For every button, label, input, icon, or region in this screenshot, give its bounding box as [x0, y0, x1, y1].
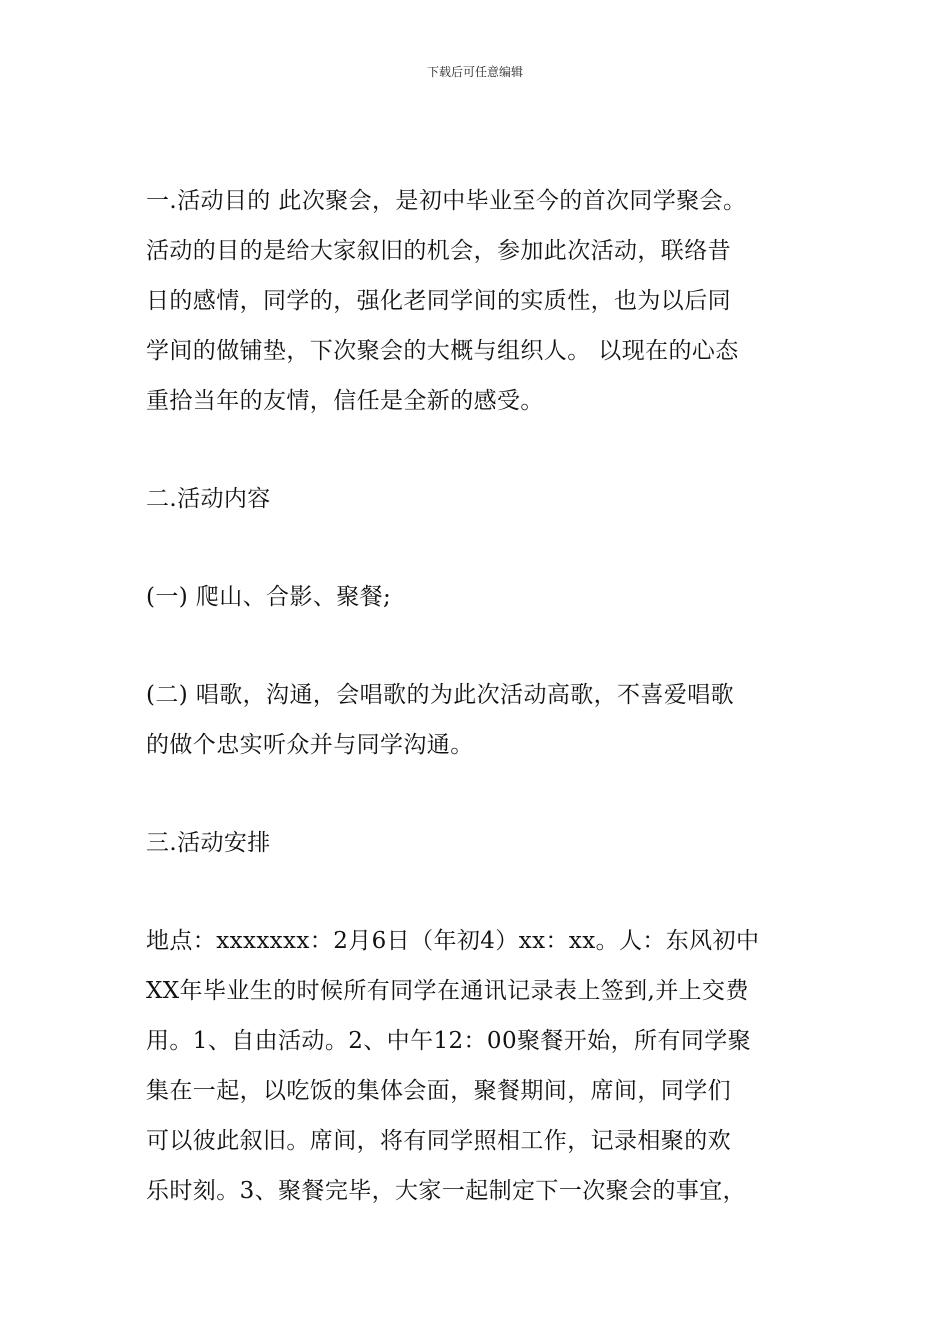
text-line: 集在一起，以吃饭的集体会面，聚餐期间，席间，同学们 [146, 1078, 731, 1104]
page-header: 下载后可任意编辑 [426, 65, 523, 79]
text-line: 的做个忠实听众并与同学沟通。 [146, 732, 474, 758]
text-line: 一.活动目的 此次聚会，是初中毕业至今的首次同学聚会。 [146, 188, 747, 214]
text-line: XX年毕业生的时候所有同学在通讯记录表上签到,并上交费 [146, 978, 749, 1004]
text-line: (二) 唱歌，沟通，会唱歌的为此次活动高歌，不喜爱唱歌 [146, 682, 735, 708]
heading-text: 三.活动安排 [146, 830, 271, 856]
text-line: 地点：xxxxxxx：2月6日（年初4）xx：xx。人：东风初中 [146, 928, 760, 954]
section-arrangement-paragraph [146, 916, 816, 1216]
section-content-heading [146, 474, 816, 524]
heading-text: 二.活动内容 [146, 486, 271, 512]
text-line: 学间的做铺垫，下次聚会的大概与组织人。 以现在的心态 [146, 338, 739, 364]
content-item-2 [146, 670, 816, 770]
text-line: 用。1、自由活动。2、中午12：00聚餐开始，所有同学聚 [146, 1028, 751, 1054]
section-arrangement-heading [146, 818, 816, 868]
section-purpose-paragraph [146, 176, 816, 426]
text-line: 乐时刻。3、聚餐完毕，大家一起制定下一次聚会的事宜， [146, 1178, 747, 1204]
content-item-1 [146, 572, 816, 622]
text-line: 重拾当年的友情，信任是全新的感受。 [146, 388, 544, 414]
text-line: 活动的目的是给大家叙旧的机会，参加此次活动，联络昔 [146, 238, 731, 264]
document-body [146, 176, 816, 1216]
text-line: (一) 爬山、合影、聚餐; [146, 584, 392, 610]
text-line: 可以彼此叙旧。席间，将有同学照相工作，记录相聚的欢 [146, 1128, 731, 1154]
text-line: 日的感情，同学的，强化老同学间的实质性，也为以后同 [146, 288, 731, 314]
